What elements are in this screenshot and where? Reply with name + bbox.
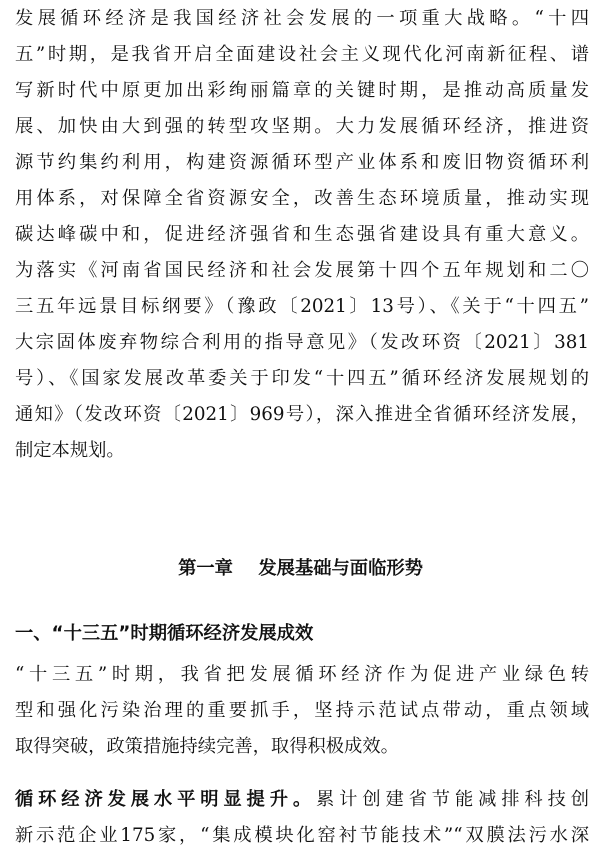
- section-para-line-2: 型和强化污染治理的重要抓手，坚持示范试点带动，重点领域: [15, 700, 589, 721]
- level-para-lead: 循环经济发展水平明显提升。: [15, 789, 317, 810]
- intro-line-10: 大宗固体废弃物综合利用的指导意见》（发改环资〔2021〕381: [15, 332, 589, 353]
- level-para-line-1: [15, 787, 589, 813]
- intro-line-5: 源节约集约利用，构建资源循环型产业体系和废旧物资循环利: [15, 152, 589, 173]
- intro-line-8: 为落实《河南省国民经济和社会发展第十四个五年规划和二〇: [15, 260, 589, 281]
- intro-line-3: 写新时代中原更加出彩绚丽篇章的关键时期，是推动高质量发: [15, 80, 589, 101]
- section-para-line-1: “十三五”时期，我省把发展循环经济作为促进产业绿色转: [15, 664, 589, 685]
- intro-line-1: 发展循环经济是我国经济社会发展的一项重大战略。“十四: [15, 8, 589, 29]
- intro-line-12: 通知》（发改环资〔2021〕969号），深入推进全省循环经济发展，: [15, 404, 589, 425]
- level-para-rest: 累计创建省节能减排科技创: [316, 789, 590, 810]
- intro-line-6: 用体系，对保障全省资源安全，改善生态环境质量，推动实现: [15, 188, 589, 209]
- section-para-line-3: 取得突破，政策措施持续完善，取得积极成效。: [15, 736, 399, 757]
- intro-line-9: 三五年远景目标纲要》（豫政〔2021〕13号）、《关于“十四五”: [15, 296, 589, 317]
- intro-line-11: 号）、《国家发展改革委关于印发“十四五”循环经济发展规划的: [15, 368, 589, 389]
- section-title: 一、“十三五”时期循环经济发展成效: [15, 623, 314, 644]
- intro-line-2: 五”时期，是我省开启全面建设社会主义现代化河南新征程、谱: [15, 44, 589, 65]
- chapter-title: 第一章 发展基础与面临形势: [178, 558, 423, 579]
- intro-line-13: 制定本规划。: [15, 440, 125, 461]
- intro-line-4: 展、加快由大到强的转型攻坚期。大力发展循环经济，推进资: [15, 116, 589, 137]
- level-para-line-2: 新示范企业175家，“集成模块化窑衬节能技术”“双膜法污水深: [15, 825, 589, 846]
- intro-line-7: 碳达峰碳中和，促进经济强省和生态强省建设具有重大意义。: [15, 224, 589, 245]
